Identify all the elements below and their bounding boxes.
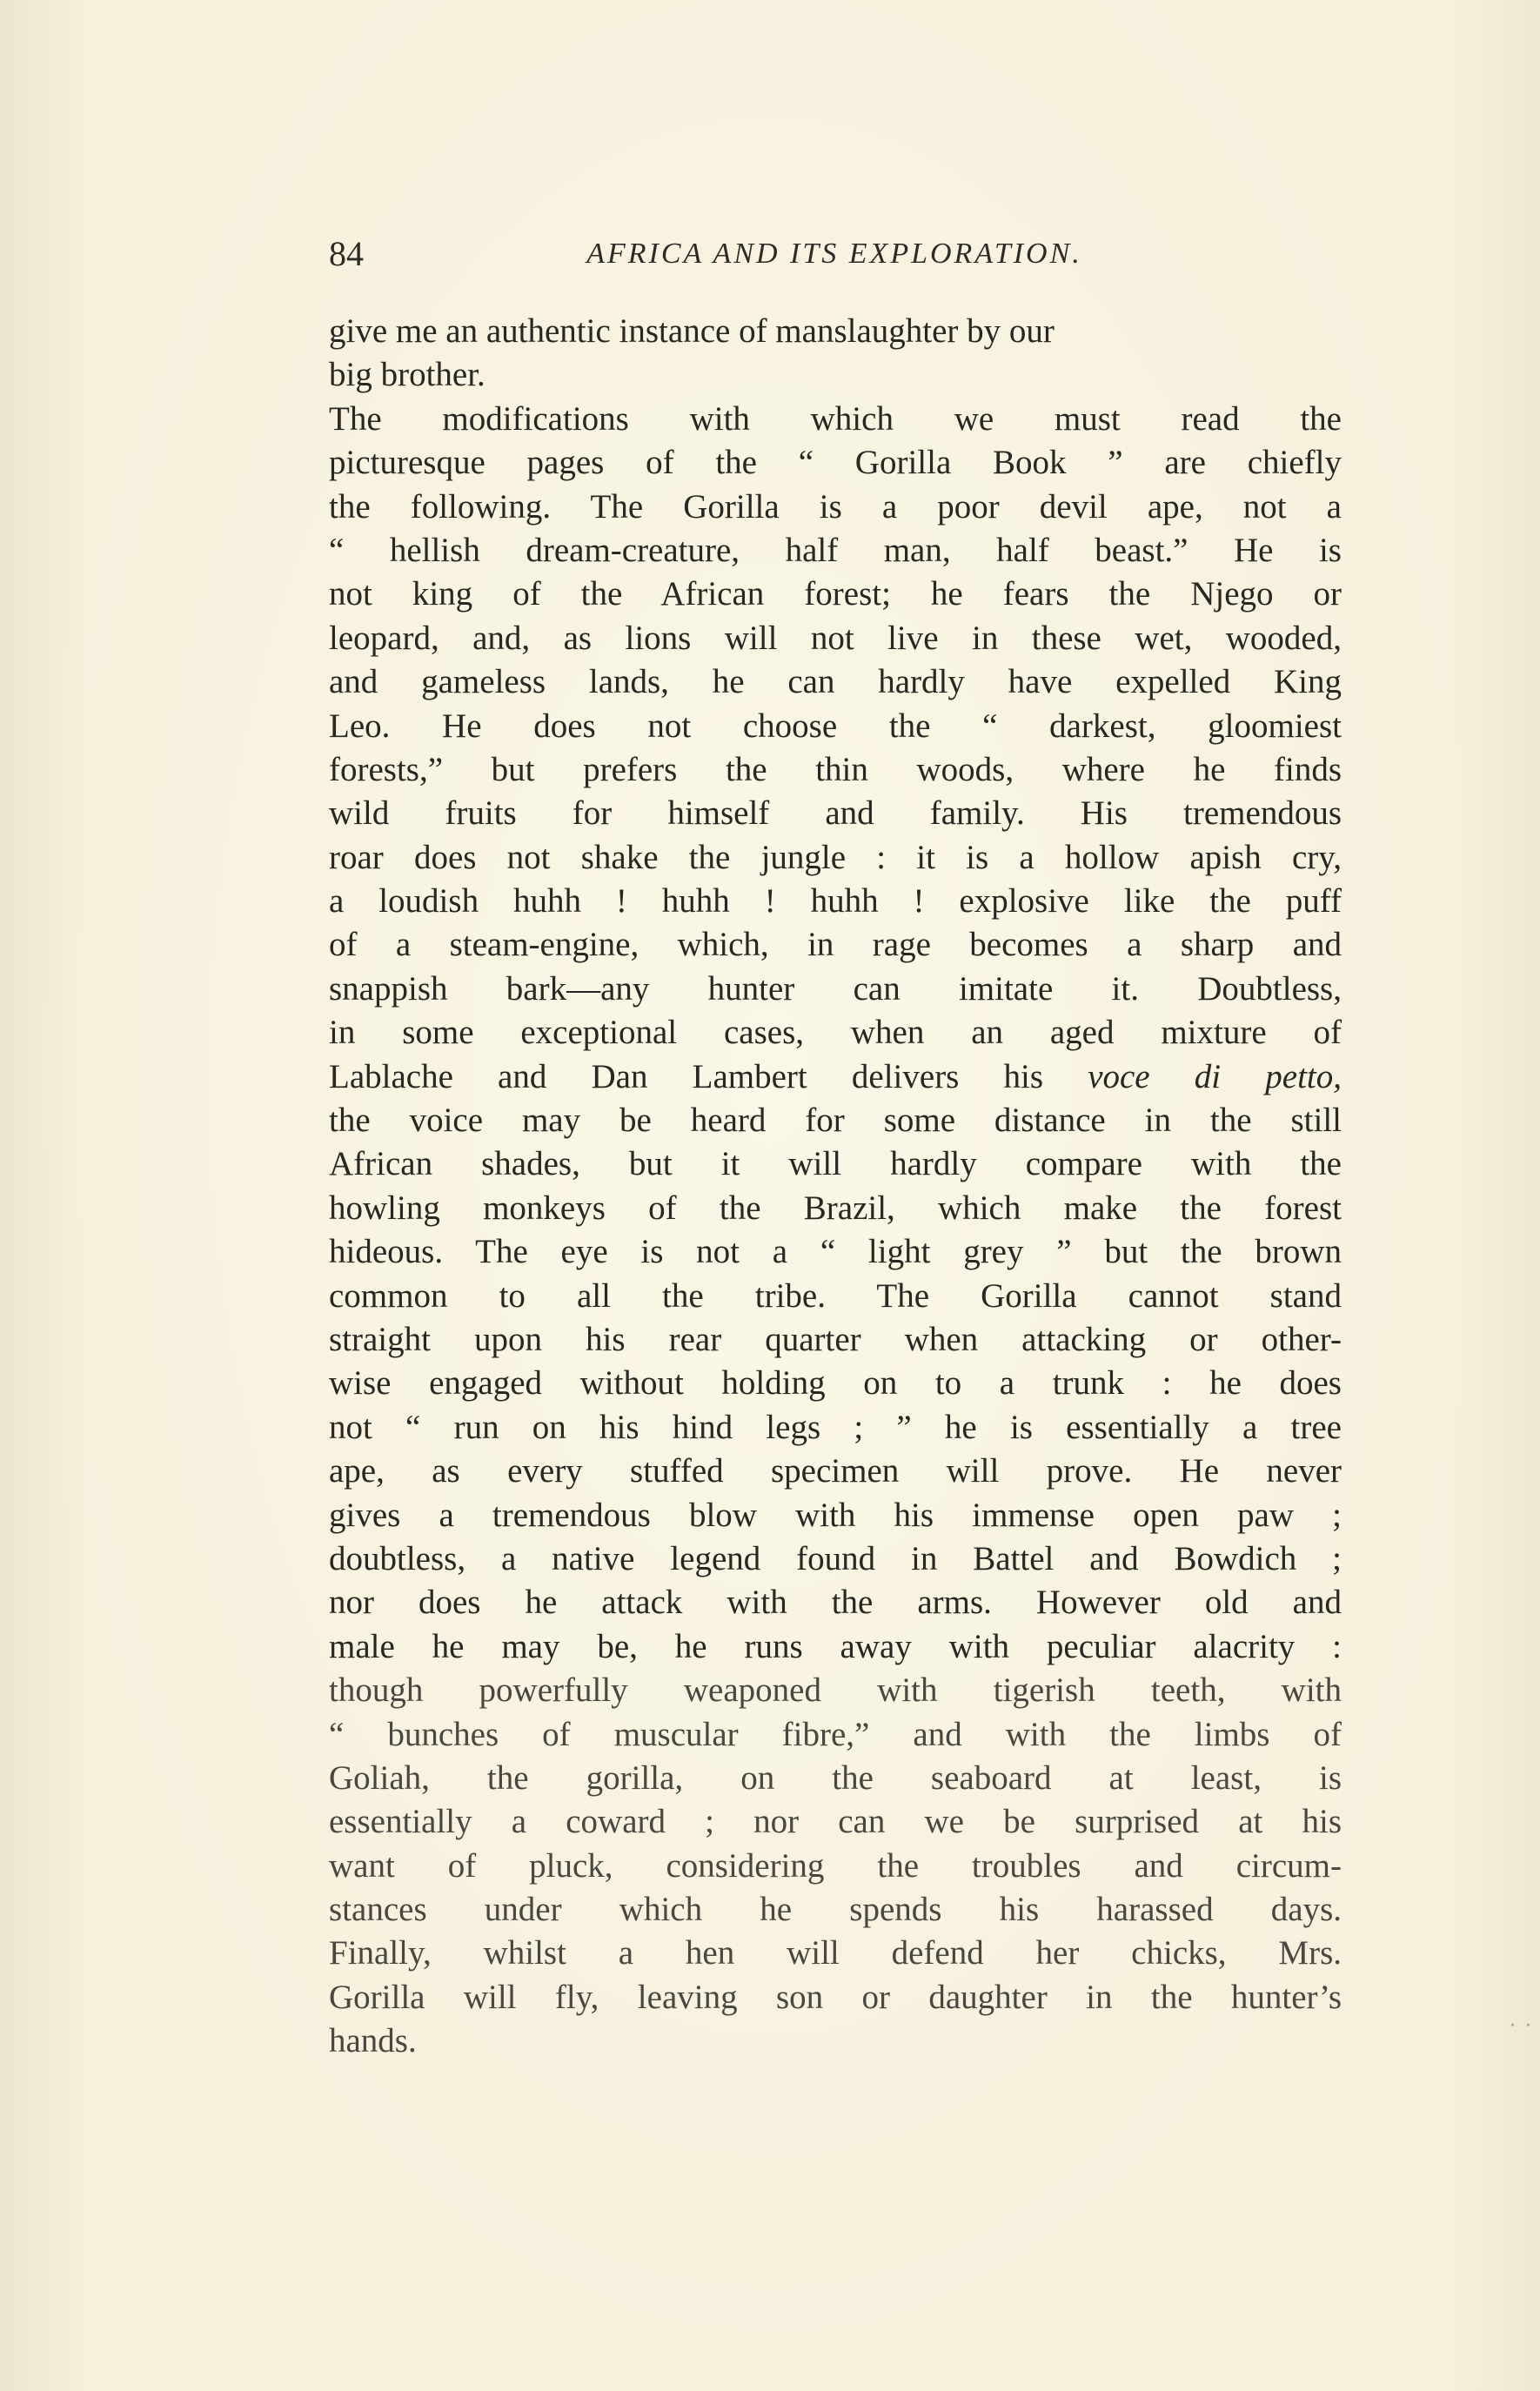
text-line: Gorilla will fly, leaving son or daughter in the hunter’s	[329, 1978, 1342, 2016]
text-line-with-italic: Lablache and Dan Lambert delivers his voce di petto,	[329, 1057, 1342, 1095]
text-line: “ hellish dream-creature, half man, half beast.” He is	[329, 531, 1342, 569]
text-line: though powerfully weaponed with tigerish teeth, with	[329, 1671, 1342, 1710]
italic-phrase: voce di petto,	[1088, 1057, 1342, 1095]
text-line: Finally, whilst a hen will defend her chicks, Mrs.	[329, 1934, 1342, 1972]
text-line: hideous. The eye is not a “ light grey ” but the brown	[329, 1233, 1342, 1271]
text-line: of a steam-engine, which, in rage becomes a sharp and	[329, 926, 1342, 964]
text-line: gives a tremendous blow with his immense open paw ;	[329, 1496, 1342, 1534]
text-line: “ bunches of muscular fibre,” and with the limbs of	[329, 1715, 1342, 1753]
text-line: wild fruits for himself and family. His tremendous	[329, 794, 1342, 833]
text-line: The modifications with which we must read the	[329, 399, 1342, 438]
text-line: snappish bark—any hunter can imitate it. Doubtless,	[329, 969, 1342, 1008]
running-head: AFRICA AND ITS EXPLORATION.	[586, 238, 1082, 270]
text-line: howling monkeys of the Brazil, which make the forest	[329, 1189, 1342, 1227]
text-line: not “ run on his hind legs ; ” he is essentially a tree	[329, 1408, 1342, 1446]
text-line: African shades, but it will hardly compare with the	[329, 1145, 1342, 1183]
text-line: Leo. He does not choose the “ darkest, gloomiest	[329, 707, 1342, 745]
body-text	[329, 310, 1342, 2064]
text-line: wise engaged without holding on to a trunk : he does	[329, 1364, 1342, 1403]
text-line: essentially a coward ; nor can we be surprised at his	[329, 1803, 1342, 1841]
text-line: Goliah, the gorilla, on the seaboard at least, is	[329, 1758, 1342, 1797]
page-number: 84	[329, 234, 364, 273]
text-line: big brother.	[329, 356, 485, 394]
text-line: the following. The Gorilla is a poor devil ape, not a	[329, 487, 1342, 526]
text-line: stances under which he spends his harassed days.	[329, 1891, 1342, 1929]
text-line: in some exceptional cases, when an aged mixture of	[329, 1014, 1342, 1052]
page-header	[329, 228, 1340, 280]
text-line: straight upon his rear quarter when attacking or other-	[329, 1320, 1342, 1358]
margin-mark: · ·	[1510, 2015, 1533, 2037]
text-line: hands.	[329, 2022, 417, 2060]
text-line: doubtless, a native legend found in Battel and Bowdich ;	[329, 1539, 1342, 1577]
text-line: picturesque pages of the “ Gorilla Book ” are chiefly	[329, 444, 1342, 482]
text-line: male he may be, he runs away with peculiar alacrity :	[329, 1627, 1342, 1665]
text-line: nor does he attack with the arms. However old and	[329, 1584, 1342, 1622]
text-line: a loudish huhh ! huhh ! huhh ! explosive like the puff	[329, 882, 1342, 921]
text-line: want of pluck, considering the troubles and circum-	[329, 1846, 1342, 1885]
text-line: the voice may be heard for some distance in the still	[329, 1102, 1342, 1140]
text-line: and gameless lands, he can hardly have expelled King	[329, 663, 1342, 701]
text-line: give me an authentic instance of manslaughter by our	[329, 312, 1055, 350]
text-line: leopard, and, as lions will not live in these wet, wooded,	[329, 619, 1342, 657]
text-line: roar does not shake the jungle : it is a hollow apish cry,	[329, 838, 1342, 876]
text-line: ape, as every stuffed specimen will prove. He never	[329, 1452, 1342, 1490]
text-line: not king of the African forest; he fears the Njego or	[329, 575, 1342, 613]
text-line: forests,” but prefers the thin woods, where he finds	[329, 750, 1342, 788]
text-line: common to all the tribe. The Gorilla cannot stand	[329, 1276, 1342, 1315]
